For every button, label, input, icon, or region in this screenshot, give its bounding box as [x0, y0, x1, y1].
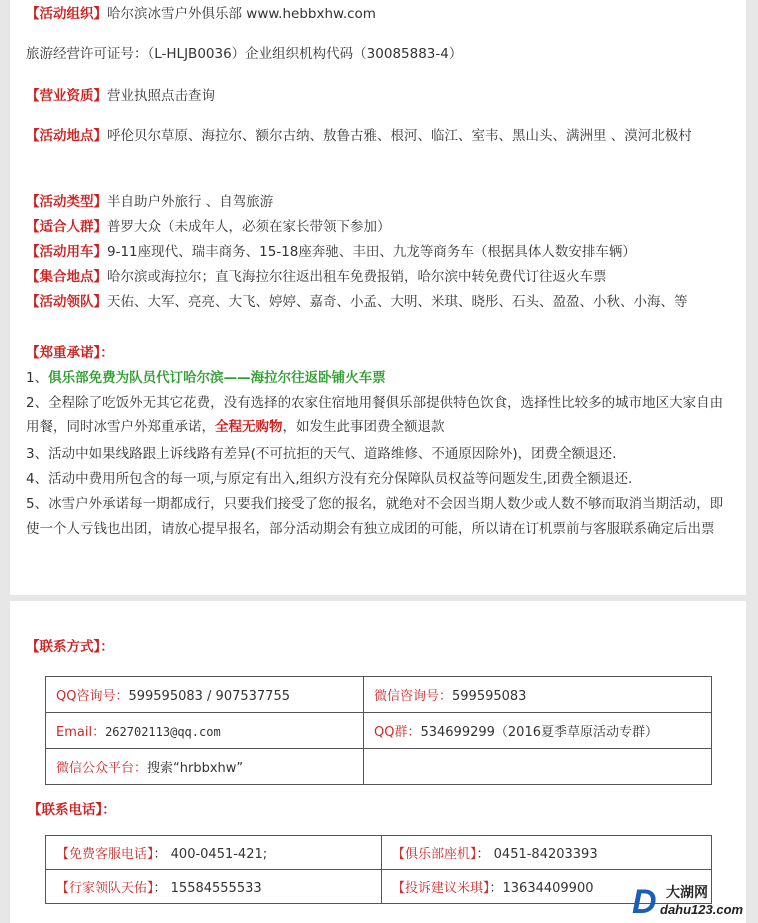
places-label: 【活动地点】: [26, 128, 107, 144]
organizer-line: [26, 2, 732, 26]
email-value[interactable]: 262702113@qq.com: [105, 725, 221, 739]
qualification-link[interactable]: 营业执照点击查询: [107, 88, 215, 104]
contact-title: 【联系方式】：: [26, 639, 114, 655]
promise-5: 5、冰雪户外承诺每一期都成行，只要我们接受了您的报名，就绝对不会因当期人数少或人数不够而取消当期活动，即使一个人亏钱也出团，请放心提早报名，部分活动期会有独立成团的可能，所以请在订机票前与客服联系确定后出票: [26, 496, 724, 537]
complaint-phone-label: 【投诉建议米琪】: [392, 881, 490, 896]
contact-table: [45, 676, 712, 785]
hotline-value[interactable]: ： 400-0451-421;: [153, 847, 268, 862]
promise-2-highlight: 全程无购物: [215, 419, 283, 435]
wechat-cell: [364, 677, 712, 713]
type-label: 【活动类型】: [26, 194, 107, 210]
qq-value[interactable]: 599595083 / 907537755: [128, 689, 290, 704]
license-line: 旅游经营许可证号：（L-HLJB0036）企业组织机构代码（30085883-4）: [26, 46, 463, 62]
qq-group-label: QQ群：: [374, 725, 421, 740]
qualification-line: [26, 84, 732, 108]
table-row: [46, 749, 712, 785]
table-row: [46, 677, 712, 713]
gather-value: 哈尔滨或海拉尔；直飞海拉尔往返出租车免费报销，哈尔滨中转免费代订往返火车票: [107, 269, 607, 285]
leaders-line: [26, 290, 732, 314]
promise-1: [26, 366, 732, 390]
qq-cell: [46, 677, 364, 713]
leader-phone-value[interactable]: ： 15584555533: [153, 881, 262, 896]
promise-1-text: 俱乐部免费为队员代订哈尔滨——海拉尔往返卧铺火车票: [48, 370, 386, 386]
promise-2: [26, 391, 732, 439]
dahu-watermark-logo: [630, 881, 750, 919]
wechat-value[interactable]: 599595083: [452, 689, 527, 704]
table-row: [46, 713, 712, 749]
leader-phone-label: 【行家领队天佑】: [56, 881, 154, 896]
qq-group-value[interactable]: 534699299（2016夏季草原活动专群）: [420, 725, 658, 740]
wechat-label: 微信咨询号：: [374, 689, 453, 704]
email-label: Email：: [56, 725, 106, 740]
activity-info-panel: [10, 0, 746, 595]
watermark-domain: dahu123.com: [660, 902, 744, 917]
club-phone-cell: [382, 836, 712, 870]
organizer-label: 【活动组织】: [26, 6, 107, 22]
type-value: 半自助户外旅行 、自驾旅游: [107, 194, 274, 210]
vehicle-label: 【活动用车】: [26, 244, 107, 260]
places-line: [26, 124, 732, 148]
table-row: [46, 836, 712, 870]
leaders-value: 天佑、大军、亮亮、大飞、婷婷、嘉奇、小孟、大明、米琪、晓彤、石头、盈盈、小秋、小海、等: [107, 294, 688, 310]
table-row: [46, 870, 712, 904]
hotline-cell: [46, 836, 382, 870]
vehicle-line: [26, 240, 732, 264]
promise-3: 3、活动中如果线路跟上诉线路有差异(不可抗拒的天气、道路维修、不通原因除外)，团费全额退还.: [26, 446, 617, 462]
people-label: 【适合人群】: [26, 219, 107, 235]
hotline-label: 【免费客服电话】: [56, 847, 154, 862]
watermark-brand: 大湖网: [666, 885, 708, 901]
leaders-label: 【活动领队】: [26, 294, 107, 310]
promise-title: [26, 341, 732, 365]
qualification-label: 【营业资质】: [26, 88, 107, 104]
vehicle-value: 9-11座现代、瑞丰商务、15-18座奔驰、丰田、九龙等商务车（根据具体人数安排车辆）: [107, 244, 636, 260]
promise-2-text-b: ，如发生此事团费全额退款: [282, 419, 445, 435]
promise-4: 4、活动中费用所包含的每一项,与原定有出入,组织方没有充分保障队员权益等问题发生,团费全额退还.: [26, 471, 633, 487]
watermark-letter: D: [632, 883, 657, 919]
complaint-phone-value[interactable]: ：13634409900: [489, 881, 594, 896]
wechat-public-value[interactable]: 搜索“hrbbxhw”: [147, 761, 244, 776]
promise-label: 【郑重承诺】：: [26, 345, 114, 361]
promise-1-num: 1、: [26, 370, 49, 386]
wechat-public-label: 微信公众平台：: [56, 761, 148, 776]
contact-panel: [10, 601, 746, 923]
gather-line: [26, 265, 732, 289]
people-value: 普罗大众（未成年人，必须在家长带领下参加）: [107, 219, 391, 235]
qq-group-cell: [364, 713, 712, 749]
gather-label: 【集合地点】: [26, 269, 107, 285]
phone-table: [45, 835, 712, 904]
places-value: 呼伦贝尔草原、海拉尔、额尔古纳、敖鲁古雅、根河、临江、室韦、黑山头、满洲里 、漠河北极村: [107, 128, 692, 144]
promise-2-text-a: 2、全程除了吃饭外无其它花费，没有选择的农家住宿地用餐俱乐部提供特色饮食，选择性比较多的城市地区大家自由用餐，同时冰雪户外郑重承诺，: [26, 395, 724, 435]
type-line: [26, 190, 732, 214]
club-phone-label: 【俱乐部座机】: [392, 847, 477, 862]
club-phone-value[interactable]: ： 0451-84203393: [476, 847, 598, 862]
qq-label: QQ咨询号：: [56, 689, 129, 704]
wechat-public-cell: [46, 749, 364, 785]
organizer-value[interactable]: 哈尔滨冰雪户外俱乐部 www.hebbxhw.com: [107, 6, 376, 22]
people-line: [26, 215, 732, 239]
leader-phone-cell: [46, 870, 382, 904]
empty-cell: [364, 749, 712, 785]
email-cell: [46, 713, 364, 749]
phone-title: 【联系电话】：: [28, 802, 116, 818]
